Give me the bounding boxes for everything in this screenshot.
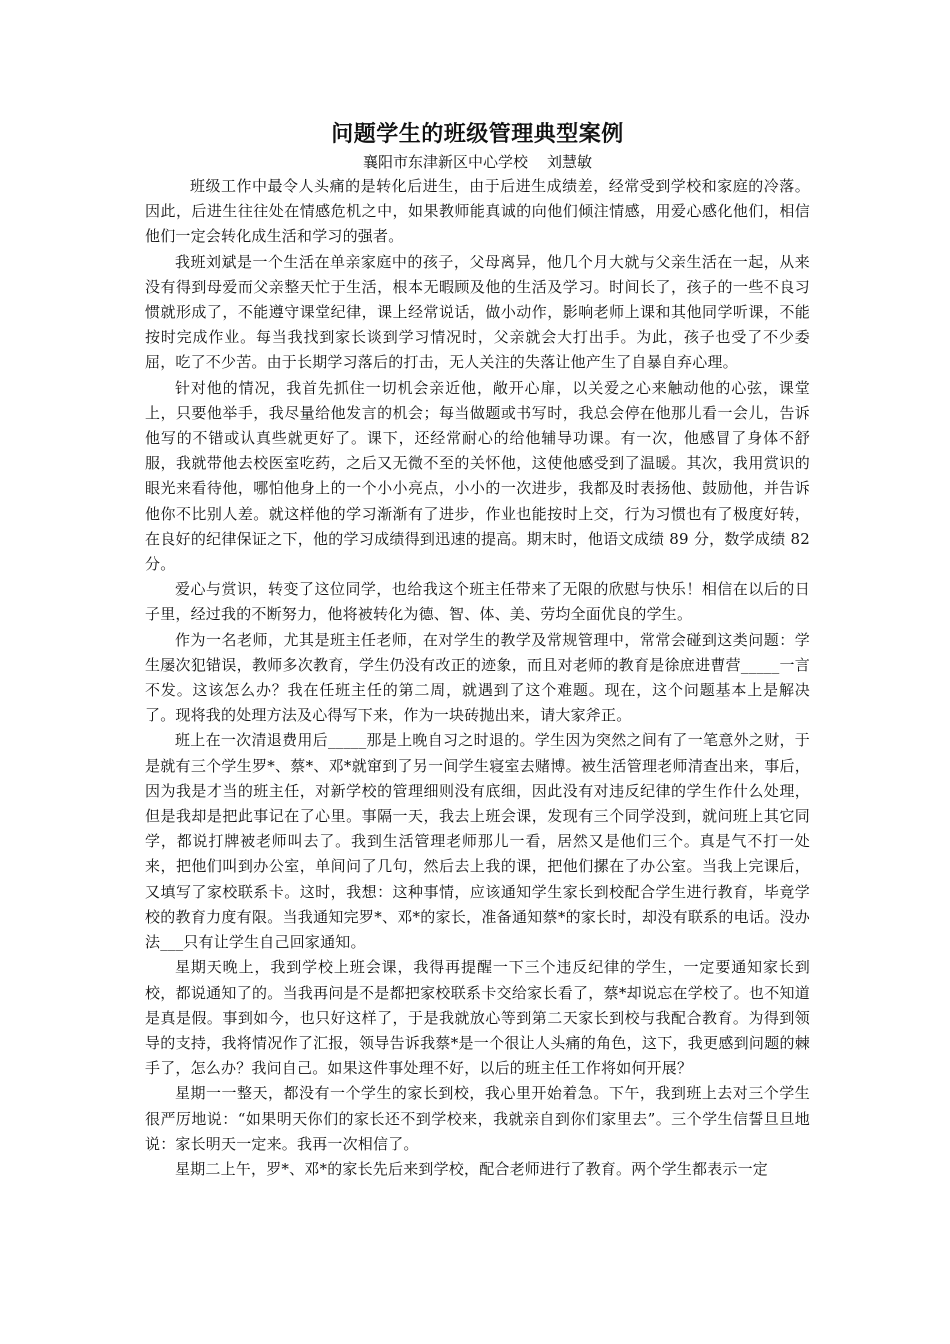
paragraph: 星期天晚上，我到学校上班会课，我得再提醒一下三个违反纪律的学生，一定要通知家长到校，都说通知了的。当我再问是不是都把家校联系卡交给家长看了，蔡*却说忘在学校了。也不知道是真是假。事到如今，也只好这样了，于是我就放心等到第二天家长到校与我配合教育。为得到领导的支持，我将情况作了汇报，领导告诉我蔡*是一个很让人头痛的角色，这下，我更感到问题的棘手了，怎么办？我问自己。如果这件事处理不好，以后的班主任工作将如何开展？ [145, 958, 810, 1078]
paragraph: 星期一一整天，都没有一个学生的家长到校，我心里开始着急。下午，我到班上去对三个学生很严厉地说：“如果明天你们的家长还不到学校来，我就亲自到你们家里去”。三个学生信誓旦旦地说：家长明天一定来。我再一次相信了。 [145, 1084, 810, 1153]
paragraph: 班级工作中最令人头痛的是转化后进生，由于后进生成绩差，经常受到学校和家庭的冷落。因此，后进生往往处在情感危机之中，如果教师能真诚的向他们倾注情感，用爱心感化他们，相信他们一定会转化成生活和学习的强者。 [145, 177, 810, 246]
document-page [145, 118, 810, 1182]
author-byline: 襄阳市东津新区中心学校 刘慧敏 [362, 153, 593, 171]
paragraph: 作为一名老师，尤其是班主任老师，在对学生的教学及常规管理中，常常会碰到这类问题：学生屡次犯错误，教师多次教育，学生仍没有改正的迹象，而且对老师的教育是徐庶进曹营_____一言不发。这该怎么办？我在任班主任的第二周，就遇到了这个难题。现在，这个问题基本上是解决了。现将我的处理方法及心得写下来，作为一块砖抛出来，请大家斧正。 [145, 630, 810, 725]
document-title: 问题学生的班级管理典型案例 [331, 121, 624, 147]
paragraph: 针对他的情况，我首先抓住一切机会亲近他，敞开心扉，以关爱之心来触动他的心弦，课堂上，只要他举手，我尽量给他发言的机会；每当做题或书写时，我总会停在他那儿看一会儿，告诉他写的不错或认真些就更好了。课下，还经常耐心的给他辅导功课。有一次，他感冒了身体不舒服，我就带他去校医室吃药，之后又无微不至的关怀他，这使他感受到了温暖。其次，我用赏识的眼光来看待他，哪怕他身上的一个小小亮点，小小的一次进步，我都及时表扬他、鼓励他，并告诉他你不比别人差。就这样他的学习渐渐有了进步，作业也能按时上交，行为习惯也有了极度好转，在良好的纪律保证之下，他的学习成绩得到迅速的提高。期末时，他语文成绩 89 分，数学成绩 82 分。 [145, 378, 810, 574]
paragraph: 班上在一次清退费用后_____那是上晚自习之时退的。学生因为突然之间有了一笔意外之财，于是就有三个学生罗*、蔡*、邓*就窜到了另一间学生寝室去赌博。被生活管理老师清查出来，事后，因为我是才当的班主任，对新学校的管理细则没有底细，因此没有对违反纪律的学生作什么处理，但是我却是把此事记在了心里。事隔一天，我去上班会课，发现有三个同学没到，就问班上其它同学，都说打牌被老师叫去了。我到生活管理老师那儿一看，居然又是他们三个。真是气不打一处来，把他们叫到办公室，单间问了几句，然后去上我的课，把他们摞在了办公室。当我上完课后，又填写了家校联系卡。这时，我想：这种事情，应该通知学生家长到校配合学生进行教育，毕竟学校的教育力度有限。当我通知完罗*、邓*的家长，准备通知蔡*的家长时，却没有联系的电话。没办法___只有让学生自己回家通知。 [145, 731, 810, 952]
paragraph: 星期二上午，罗*、邓*的家长先后来到学校，配合老师进行了教育。两个学生都表示一定 [175, 1159, 769, 1178]
paragraph: 我班刘斌是一个生活在单亲家庭中的孩子，父母离异，他几个月大就与父亲生活在一起，从来没有得到母爱而父亲整天忙于生活，根本无暇顾及他的生活及学习。时间长了，孩子的一些不良习惯就形成了，不能遵守课堂纪律，课上经常说话，做小动作，影响老师上课和其他同学听课，不能按时完成作业。每当我找到家长谈到学习情况时，父亲就会大打出手。为此，孩子也受了不少委屈，吃了不少苦。由于长期学习落后的打击，无人关注的失落让他产生了自暴自弃心理。 [145, 252, 810, 372]
paragraph: 爱心与赏识，转变了这位同学，也给我这个班主任带来了无限的欣慰与快乐！相信在以后的日子里，经过我的不断努力，他将被转化为德、智、体、美、劳均全面优良的学生。 [145, 580, 810, 624]
